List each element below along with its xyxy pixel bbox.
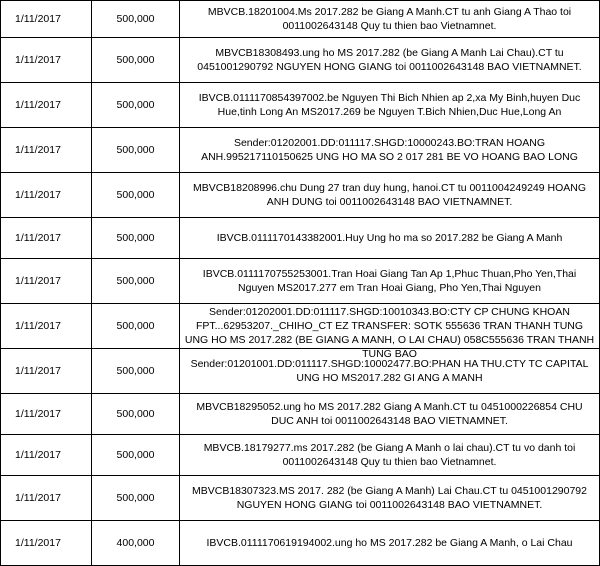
amount-cell[interactable]: 500,000 [92, 38, 180, 83]
date-cell[interactable]: 1/11/2017 [1, 349, 92, 394]
description-text: MBVCB18308493.ung ho MS 2017.282 (be Giang A Manh Lai Chau).CT tu 0451001290792 NGUYEN HONG GIANG toi 0011002643148 BAO VIETNAMNET. [197, 47, 582, 73]
date-cell[interactable]: 1/11/2017 [1, 38, 92, 83]
amount-cell[interactable]: 500,000 [92, 218, 180, 259]
table-row [1, 173, 600, 218]
amount-cell[interactable]: 500,000 [92, 1, 180, 38]
donation-table-body [1, 1, 600, 566]
description-text: MBVCB.18201004.Ms 2017.282 be Giang A Manh.CT tu anh Giang A Thao toi 0011002643148 Quy tu thien bao Vietnamnet. [207, 6, 572, 32]
date-cell[interactable]: 1/11/2017 [1, 304, 92, 349]
table-row [1, 435, 600, 476]
description-cell[interactable] [180, 304, 600, 360]
table-row [1, 304, 600, 349]
description-text: MBVCB18295052.ung ho MS 2017.282 Giang A Manh.CT tu 0451000226854 CHU DUC ANH toi 0011002643148 BAO VIETNAMNET. [196, 401, 583, 427]
table-row [1, 349, 600, 394]
description-cell[interactable] [180, 218, 600, 259]
date-cell[interactable]: 1/11/2017 [1, 1, 92, 38]
description-text: MBVCB.18179277.ms 2017.282 (be Giang A Manh o lai chau).CT tu vo danh toi 0011002643148 Quy tu thien bao Vietnamnet. [203, 442, 576, 468]
amount-cell[interactable]: 500,000 [92, 259, 180, 304]
amount-cell[interactable]: 500,000 [92, 394, 180, 435]
date-cell[interactable]: 1/11/2017 [1, 173, 92, 218]
table-row [1, 259, 600, 304]
description-text: Sender:01201001.DD:011117.SHGD:10002477.BO:PHAN HA THU.CTY TC CAPITAL UNG HO MS2017.282 GI ANG A MANH [190, 358, 589, 384]
description-cell[interactable] [180, 435, 600, 476]
date-cell[interactable]: 1/11/2017 [1, 394, 92, 435]
description-cell[interactable] [180, 83, 600, 128]
description-text: MBVCB18307323.MS 2017. 282 (be Giang A Manh) Lai Chau.CT tu 0451001290792 NGUYEN HONG GIANG toi 0011002643148 BAO VIETNAMNET. [191, 485, 587, 511]
amount-cell[interactable]: 500,000 [92, 173, 180, 218]
description-text: Sender:01202001.DD:011117.SHGD:10010343.BO:CTY CP CHUNG KHOAN FPT...62953207._CHIHO_CT EZ TRANSFER: SOTK 555636 TRAN THANH TUNG UNG HO MS 2017.282 (BE GIANG A MANH, O LAI CHAU) 058C555636 TRAN THANH TUNG BAO [184, 305, 595, 360]
table-row [1, 83, 600, 128]
description-text: Sender:01202001.DD:011117.SHGD:10000243.BO:TRAN HOANG ANH.995217110150625 UNG HO MA SO 2 017 281 BE VO HOANG BAO LONG [201, 137, 578, 163]
description-cell[interactable] [180, 476, 600, 521]
amount-cell[interactable]: 500,000 [92, 349, 180, 394]
description-text: IBVCB.0111170619194002.ung ho MS 2017.282 be Giang A Manh, o Lai Chau [206, 537, 573, 549]
date-cell[interactable]: 1/11/2017 [1, 128, 92, 173]
table-row [1, 521, 600, 566]
description-text: IBVCB.0111170755253001.Tran Hoai Giang Tan Ap 1,Phuc Thuan,Pho Yen,Thai Nguyen MS2017.277 em Tran Hoai Giang, Pho Yen,Thai Nguyen [202, 268, 577, 294]
description-cell[interactable] [180, 394, 600, 435]
table-row [1, 1, 600, 38]
amount-cell[interactable]: 500,000 [92, 435, 180, 476]
amount-cell[interactable]: 500,000 [92, 476, 180, 521]
date-cell[interactable]: 1/11/2017 [1, 218, 92, 259]
description-cell[interactable] [180, 1, 600, 38]
description-cell[interactable] [180, 521, 600, 566]
date-cell[interactable]: 1/11/2017 [1, 435, 92, 476]
table-row [1, 394, 600, 435]
amount-cell[interactable]: 500,000 [92, 83, 180, 128]
table-row [1, 38, 600, 83]
amount-cell[interactable]: 500,000 [92, 304, 180, 349]
table-row [1, 128, 600, 173]
date-cell[interactable]: 1/11/2017 [1, 259, 92, 304]
description-cell[interactable] [180, 173, 600, 218]
date-cell[interactable]: 1/11/2017 [1, 83, 92, 128]
amount-cell[interactable]: 400,000 [92, 521, 180, 566]
description-cell[interactable] [180, 259, 600, 304]
table-row [1, 476, 600, 521]
description-text: MBVCB18208996.chu Dung 27 tran duy hung, hanoi.CT tu 0011004249249 HOANG ANH DUNG toi 0011002643148 BAO VIETNAMNET. [192, 182, 587, 208]
table-row [1, 218, 600, 259]
description-text: IBVCB.0111170143382001.Huy Ung ho ma so 2017.282 be Giang A Manh [216, 232, 563, 244]
date-cell[interactable]: 1/11/2017 [1, 476, 92, 521]
description-cell[interactable] [180, 128, 600, 173]
description-cell[interactable] [180, 38, 600, 83]
amount-cell[interactable]: 500,000 [92, 128, 180, 173]
date-cell[interactable]: 1/11/2017 [1, 521, 92, 566]
description-text: IBVCB.0111170854397002.be Nguyen Thi Bich Nhien ap 2,xa My Binh,huyen Duc Hue,tinh Long An MS2017.269 be Nguyen T.Bich Nhien,Duc Hue,Long An [198, 92, 581, 118]
